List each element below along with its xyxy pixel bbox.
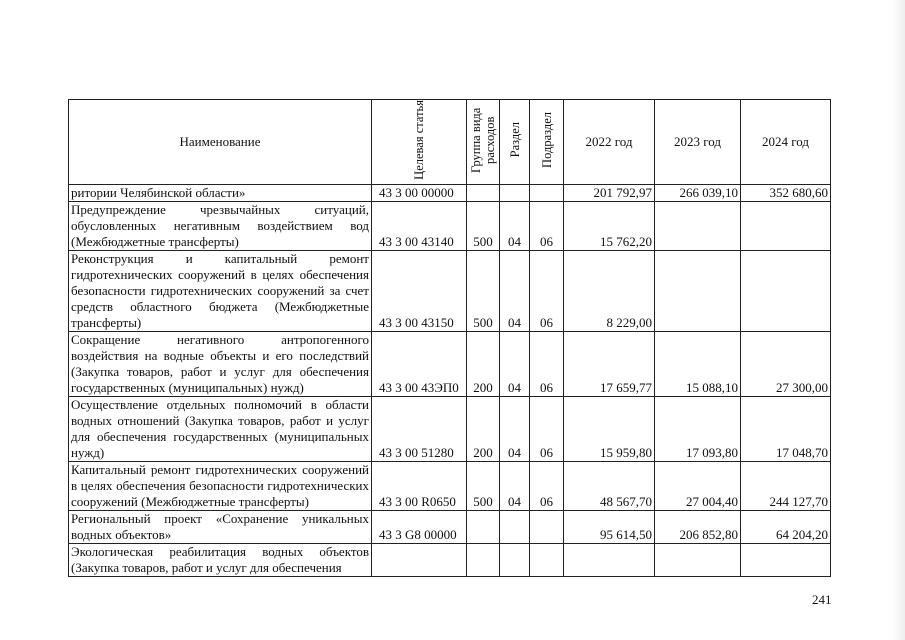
row-2023: [655, 251, 741, 332]
row-name: Реконструкция и капитальный ремонт гидротехнических сооружений в целях обеспечения безопасности гидротехнических сооружений за счет средств областного бюджета (Межбюджетные трансферты): [69, 251, 372, 332]
row-2022: 95 614,50: [564, 511, 655, 544]
row-name: Экологическая реабилитация водных объектов (Закупка товаров, работ и услуг для обеспечения: [69, 544, 372, 577]
row-2022: 8 229,00: [564, 251, 655, 332]
header-expense-group: Группа вида расходов: [467, 100, 500, 185]
row-expense-group: 200: [467, 397, 500, 462]
row-expense-group: [467, 511, 500, 544]
row-section: 04: [500, 332, 530, 397]
row-section: 04: [500, 397, 530, 462]
row-2022: 17 659,77: [564, 332, 655, 397]
row-2024: 244 127,70: [741, 462, 831, 511]
row-section: 04: [500, 202, 530, 251]
row-name: Капитальный ремонт гидротехнических сооружений в целях обеспечения безопасности гидротехнических сооружений (Межбюджетные трансферты): [69, 462, 372, 511]
row-expense-group: 500: [467, 251, 500, 332]
table-row: [69, 397, 831, 462]
row-expense-group: 200: [467, 332, 500, 397]
row-2024: 17 048,70: [741, 397, 831, 462]
row-subsection: 06: [530, 251, 564, 332]
table-row: [69, 332, 831, 397]
table-row: [69, 202, 831, 251]
row-expense-group: 500: [467, 462, 500, 511]
row-subsection: [530, 544, 564, 577]
table-row: [69, 462, 831, 511]
header-2023: 2023 год: [655, 100, 741, 185]
page-number: 241: [812, 592, 832, 607]
row-2023: 15 088,10: [655, 332, 741, 397]
header-2022: 2022 год: [564, 100, 655, 185]
header-row: [69, 100, 831, 185]
row-2024: [741, 251, 831, 332]
header-section: Раздел: [500, 100, 530, 185]
table-row: [69, 544, 831, 577]
row-name: Региональный проект «Сохранение уникальных водных объектов»: [69, 511, 372, 544]
row-target-article: 43 3 00 43140: [372, 202, 467, 251]
row-expense-group: [467, 185, 500, 202]
row-2024: 27 300,00: [741, 332, 831, 397]
row-section: [500, 544, 530, 577]
row-2023: [655, 202, 741, 251]
row-2023: [655, 544, 741, 577]
row-section: [500, 511, 530, 544]
row-target-article: 43 3 00 R0650: [372, 462, 467, 511]
row-2023: 266 039,10: [655, 185, 741, 202]
row-2022: 15 959,80: [564, 397, 655, 462]
row-target-article: 43 3 G8 00000: [372, 511, 467, 544]
row-2024: 64 204,20: [741, 511, 831, 544]
row-2024: 352 680,60: [741, 185, 831, 202]
row-2024: [741, 202, 831, 251]
row-expense-group: [467, 544, 500, 577]
row-2023: 17 093,80: [655, 397, 741, 462]
row-section: 04: [500, 462, 530, 511]
row-subsection: 06: [530, 332, 564, 397]
row-2024: [741, 544, 831, 577]
row-subsection: [530, 511, 564, 544]
row-2022: 48 567,70: [564, 462, 655, 511]
row-target-article: [372, 544, 467, 577]
row-name: Сокращение негативного антропогенного воздействия на водные объекты и его последствий (Закупка товаров, работ и услуг для обеспечения государственных (муниципальных) нужд): [69, 332, 372, 397]
table-row: [69, 185, 831, 202]
row-2023: 27 004,40: [655, 462, 741, 511]
row-expense-group: 500: [467, 202, 500, 251]
row-name: Предупреждение чрезвычайных ситуаций, обусловленных негативным воздействием вод (Межбюджетные трансферты): [69, 202, 372, 251]
header-name: Наименование: [69, 100, 372, 185]
row-2023: 206 852,80: [655, 511, 741, 544]
header-2024: 2024 год: [741, 100, 831, 185]
header-subsection: Подраздел: [530, 100, 564, 185]
row-subsection: 06: [530, 462, 564, 511]
table-row: [69, 511, 831, 544]
budget-table: [68, 99, 831, 577]
row-target-article: 43 3 00 51280: [372, 397, 467, 462]
row-section: [500, 185, 530, 202]
row-target-article: 43 3 00 43150: [372, 251, 467, 332]
page-edge-shadow: [891, 0, 905, 640]
table-row: [69, 251, 831, 332]
header-target-article: Целевая статья: [372, 100, 467, 185]
row-subsection: 06: [530, 202, 564, 251]
row-2022: 15 762,20: [564, 202, 655, 251]
row-2022: 201 792,97: [564, 185, 655, 202]
row-subsection: 06: [530, 397, 564, 462]
row-target-article: 43 3 00 43ЭП0: [372, 332, 467, 397]
row-subsection: [530, 185, 564, 202]
row-name: ритории Челябинской области»: [69, 185, 372, 202]
row-name: Осуществление отдельных полномочий в области водных отношений (Закупка товаров, работ и услуг для обеспечения государственных (муниципальных нужд): [69, 397, 372, 462]
row-target-article: 43 3 00 00000: [372, 185, 467, 202]
row-section: 04: [500, 251, 530, 332]
row-2022: [564, 544, 655, 577]
